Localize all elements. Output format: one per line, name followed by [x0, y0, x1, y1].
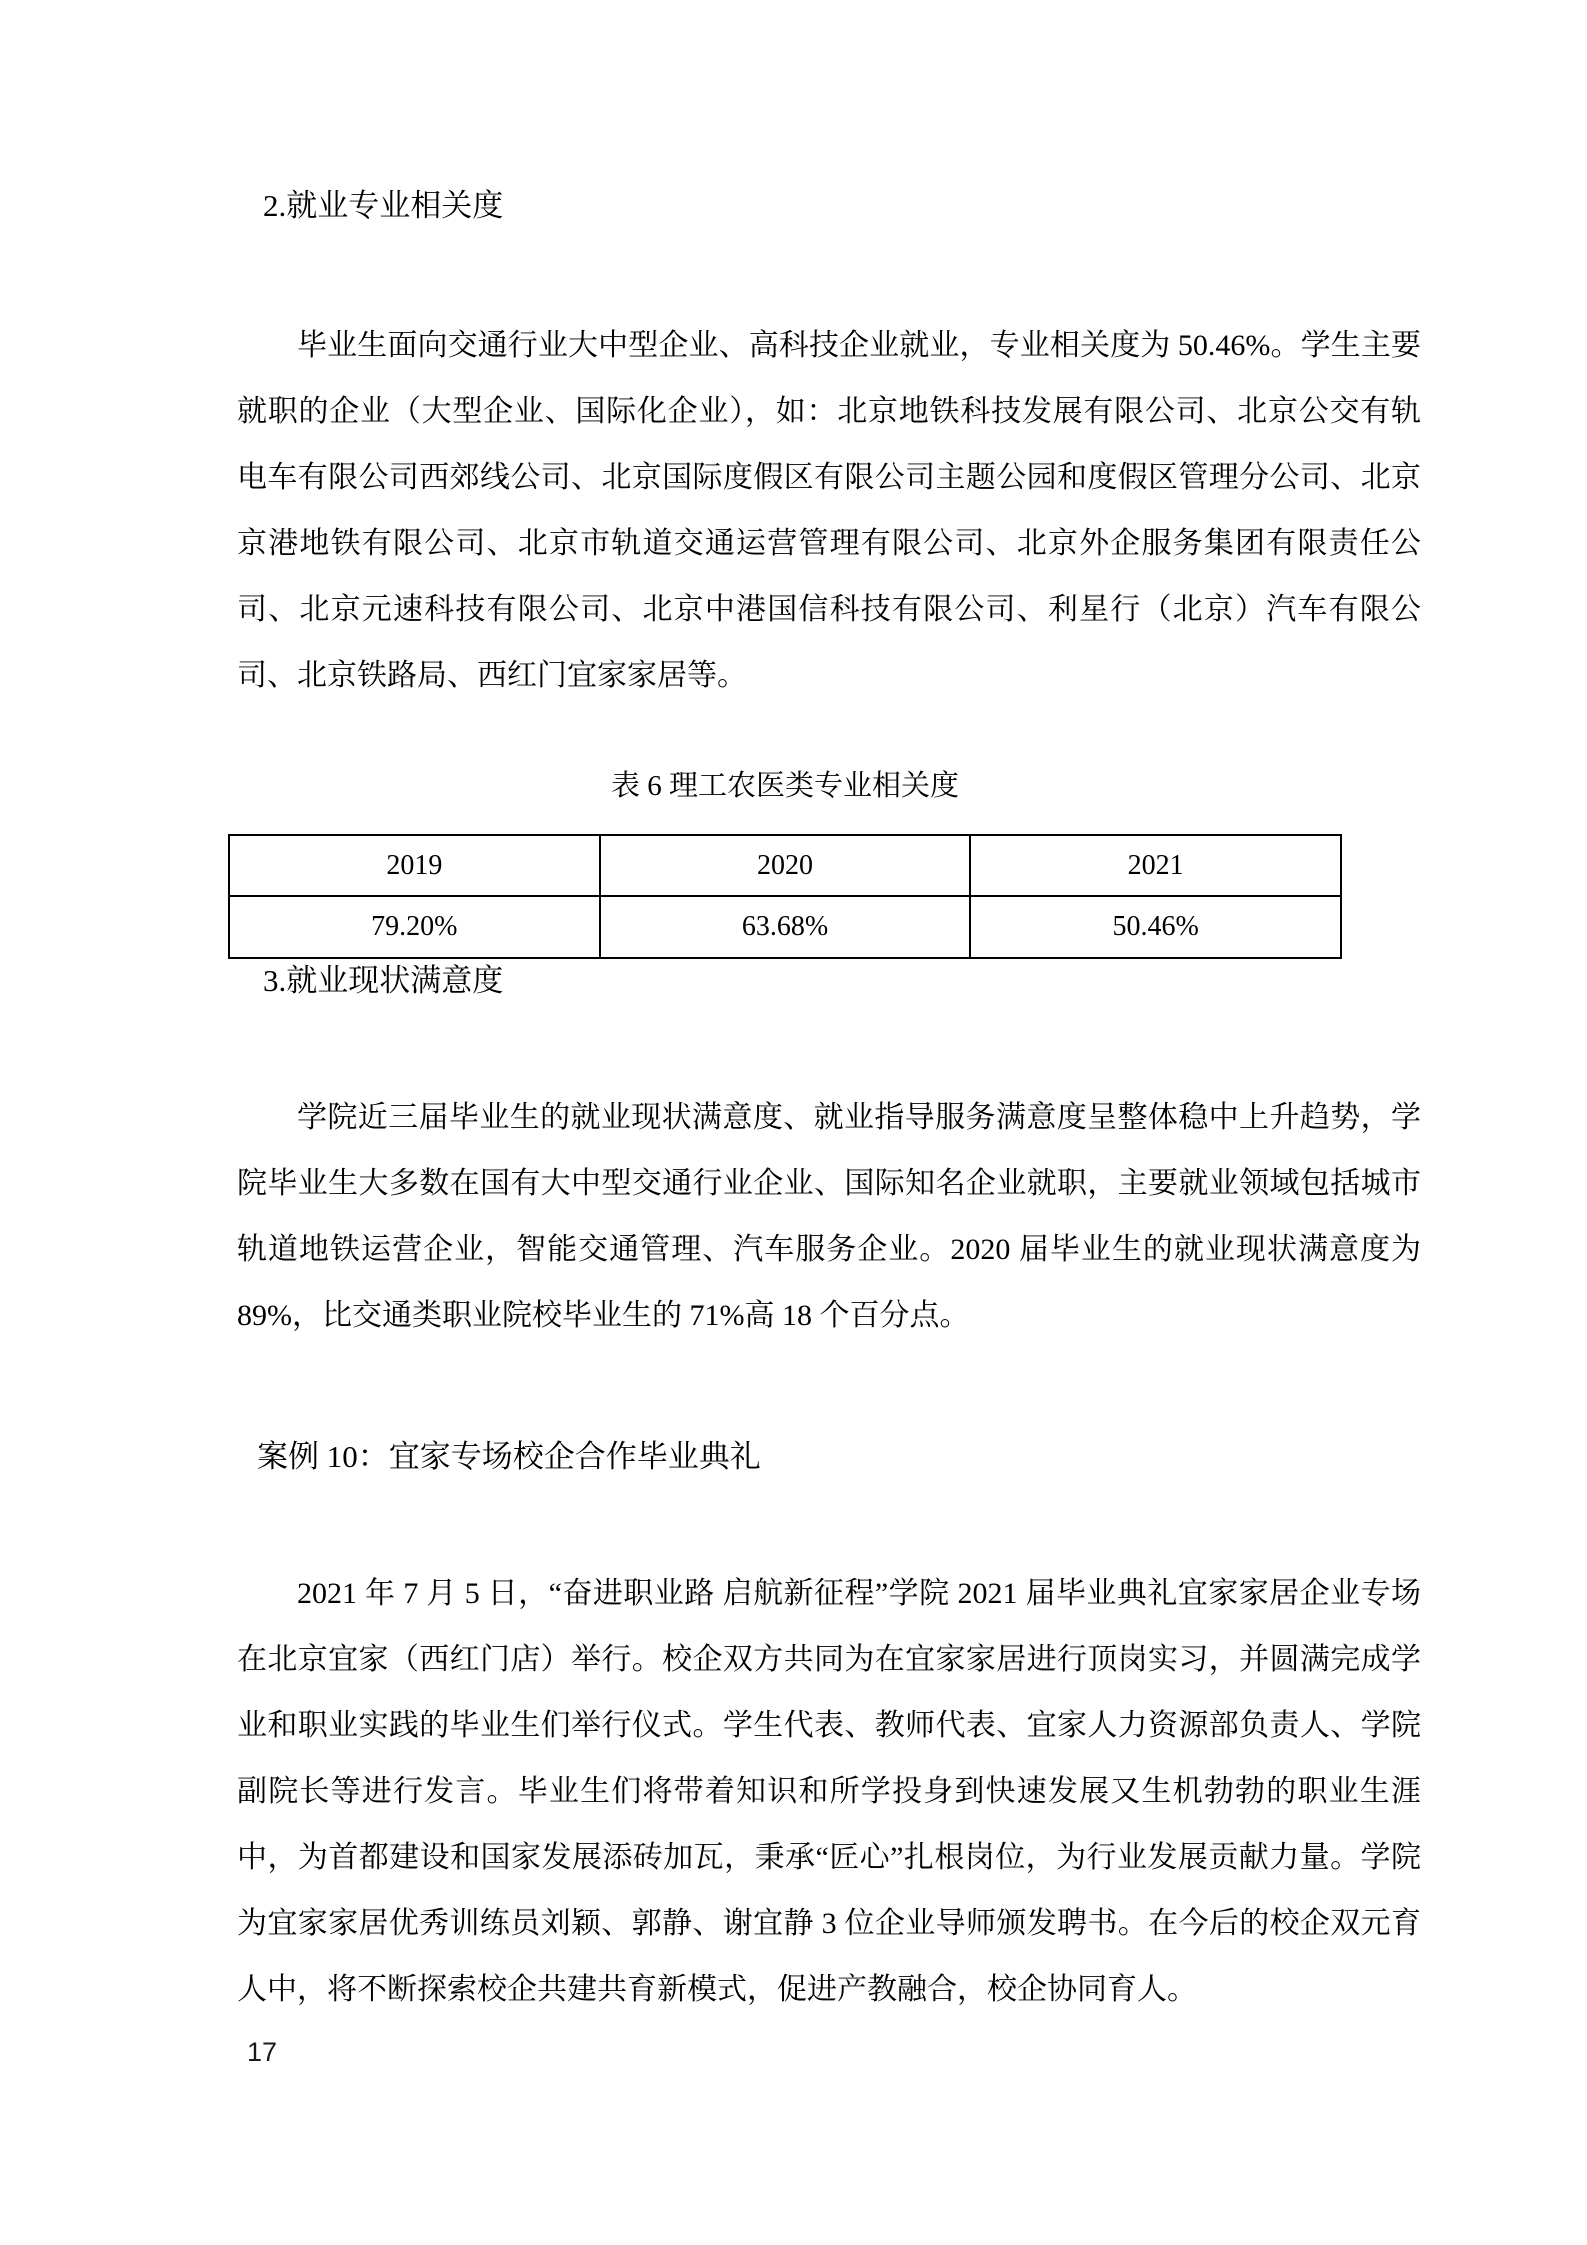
paragraph-employment-major-relevance: 毕业生面向交通行业大中型企业、高科技企业就业，专业相关度为 50.46%。学生主要就职的企业（大型企业、国际化企业），如：北京地铁科技发展有限公司、北京公交有轨电车有限公司西郊线公司、北京国际度假区有限公司主题公园和度假区管理分公司、北京京港地铁有限公司、北京市轨道交通运营管理有限公司、北京外企服务集团有限责任公司、北京元速科技有限公司、北京中港国信科技有限公司、利星行（北京）汽车有限公司、北京铁路局、西红门宜家家居等。: [237, 329, 1421, 692]
table-header-row: [229, 835, 1341, 896]
table-data-cell-2020: 63.68%: [600, 896, 971, 958]
paragraph-employment-satisfaction: 学院近三届毕业生的就业现状满意度、就业指导服务满意度呈整体稳中上升趋势，学院毕业生大多数在国有大中型交通行业企业、国际知名企业就职，主要就业领域包括城市轨道地铁运营企业，智能交通管理、汽车服务企业。2020 届毕业生的就业现状满意度为 89%，比交通类职业院校毕业生的 71%高 18 个百分点。: [237, 1101, 1421, 1332]
table-data-cell-2021: 50.46%: [970, 896, 1341, 958]
relevance-table: [228, 834, 1342, 959]
table-data-row: [229, 896, 1341, 958]
table-data-cell-2019: 79.20%: [229, 896, 600, 958]
page-number: 17: [247, 2037, 278, 2067]
table-header-cell-2021: 2021: [970, 835, 1341, 896]
paragraph-case-10: 2021 年 7 月 5 日，“奋进职业路 启航新征程”学院 2021 届毕业典礼宜家家居企业专场在北京宜家（西红门店）举行。校企双方共同为在宜家家居进行顶岗实习，并圆满完成学业和职业实践的毕业生们举行仪式。学生代表、教师代表、宜家人力资源部负责人、学院副院长等进行发言。毕业生们将带着知识和所学投身到快速发展又生机勃勃的职业生涯中，为首都建设和国家发展添砖加瓦，秉承“匠心”扎根岗位，为行业发展贡献力量。学院为宜家家居优秀训练员刘颖、郭静、谢宜静 3 位企业导师颁发聘书。在今后的校企双元育人中，将不断探索校企共建共育新模式，促进产教融合，校企协同育人。: [237, 1577, 1421, 2006]
table-header-cell-2020: 2020: [600, 835, 971, 896]
section-heading-employment-satisfaction: 3.就业现状满意度: [263, 963, 504, 998]
table-caption: 表 6 理工农医类专业相关度: [610, 770, 959, 802]
section-heading-employment-major-relevance: 2.就业专业相关度: [263, 188, 504, 223]
table-header-cell-2019: 2019: [229, 835, 600, 896]
section-heading-case-10: 案例 10：宜家专场校企合作毕业典礼: [257, 1439, 761, 1474]
